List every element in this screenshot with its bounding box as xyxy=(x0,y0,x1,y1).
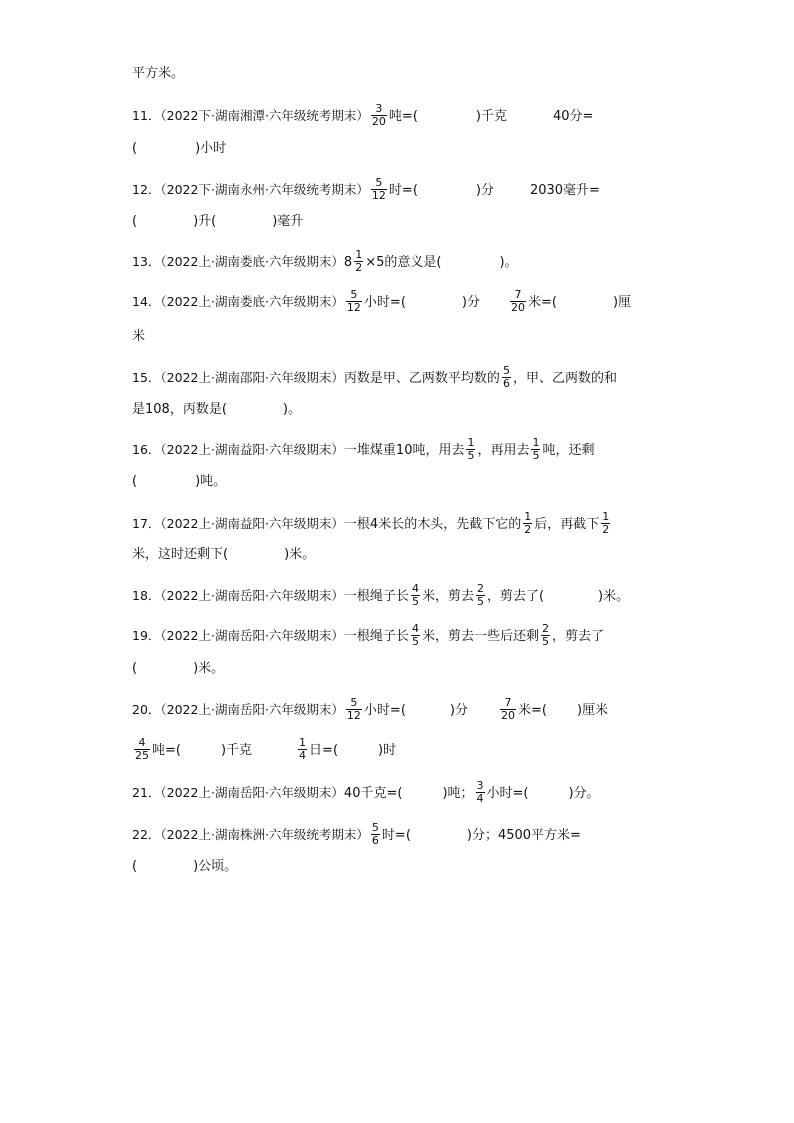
fraction: $\frac{3}{4}$ xyxy=(476,779,484,805)
fraction: $\frac{7}{20}$ xyxy=(510,288,525,314)
question-11-cont: ( )小时 xyxy=(132,141,227,156)
q11-source: 11．（2022下·湖南湘潭·六年级统考期末） xyxy=(132,108,369,123)
fraction: $\frac{7}{20}$ xyxy=(500,696,515,722)
fraction: $\frac{1}{2}$ xyxy=(524,510,532,536)
question-14-cont: 米 xyxy=(132,329,146,344)
fraction: $\frac{2}{5}$ xyxy=(476,582,484,608)
q16-source: 16．（2022上·湖南益阳·六年级期末） xyxy=(132,442,344,457)
q15-source: 15．（2022上·湖南邵阳·六年级期末） xyxy=(132,370,344,385)
question-22-cont: ( )公顷。 xyxy=(132,859,238,874)
fraction: $\frac{1}{5}$ xyxy=(532,436,540,462)
question-17: 17．（2022上·湖南益阳·六年级期末）一根4米长的木头，先截下它的 $\frac{1}{2}$ 后，再截下 $\frac{1}{2}$ xyxy=(132,510,610,536)
question-19: 19．（2022上·湖南岳阳·六年级期末）一根绳子长 $\frac{4}{5}$ 米，剪去一些后还剩 $\frac{2}{5}$ ，剪去了 xyxy=(132,622,604,648)
question-19-cont: ( )米。 xyxy=(132,661,225,676)
question-12-cont: ( )升( )毫升 xyxy=(132,214,304,229)
question-14: 14．（2022上·湖南娄底·六年级期末） $\frac{5}{12}$ 小时=( )分 $\frac{7}{20}$ 米=( )厘 xyxy=(132,288,632,314)
fraction: $\frac{1}{4}$ xyxy=(299,736,307,762)
fraction: $\frac{3}{20}$ xyxy=(371,102,386,128)
q17-source: 17．（2022上·湖南益阳·六年级期末） xyxy=(132,516,344,531)
fraction: $\frac{5}{12}$ xyxy=(346,696,361,722)
question-20: 20．（2022上·湖南岳阳·六年级期末） $\frac{5}{12}$ 小时=( )分 $\frac{7}{20}$ 米=( )厘米 xyxy=(132,696,609,722)
q13-source: 13．（2022上·湖南娄底·六年级期末） xyxy=(132,254,344,269)
q21-source: 21．（2022上·湖南岳阳·六年级期末） xyxy=(132,785,344,800)
fraction: $\frac{5}{12}$ xyxy=(346,288,361,314)
fraction: $\frac{5}{6}$ xyxy=(371,821,379,847)
question-11: 11．（2022下·湖南湘潭·六年级统考期末） $\frac{3}{20}$ 吨=( )千克 40分= xyxy=(132,102,594,128)
question-16-cont: ( )吨。 xyxy=(132,474,227,489)
fraction: $\frac{1}{5}$ xyxy=(467,436,475,462)
question-16: 16．（2022上·湖南益阳·六年级期末）一堆煤重10吨，用去 $\frac{1}{5}$ ，再用去 $\frac{1}{5}$ 吨，还剩 xyxy=(132,436,595,462)
fraction: $\frac{1}{2}$ xyxy=(602,510,610,536)
q22-source: 22．（2022上·湖南株洲·六年级统考期末） xyxy=(132,827,369,842)
question-15-cont: 是108，丙数是( )。 xyxy=(132,402,301,417)
question-13: 13．（2022上·湖南娄底·六年级期末）8 $\frac{1}{2}$ ×5的意义是( )。 xyxy=(132,248,518,274)
question-17-cont: 米，这时还剩下( )米。 xyxy=(132,547,316,562)
fraction: $\frac{2}{5}$ xyxy=(541,622,549,648)
q12-source: 12．（2022下·湖南永州·六年级统考期末） xyxy=(132,182,369,197)
question-21: 21．（2022上·湖南岳阳·六年级期末）40千克=( )吨； $\frac{3}{4}$ 小时=( )分。 xyxy=(132,779,600,805)
question-12: 12．（2022下·湖南永州·六年级统考期末） $\frac{5}{12}$ 时=( )分 2030毫升= xyxy=(132,176,600,202)
q14-source: 14．（2022上·湖南娄底·六年级期末） xyxy=(132,294,344,309)
question-22: 22．（2022上·湖南株洲·六年级统考期末） $\frac{5}{6}$ 时=( )分；4500平方米= xyxy=(132,821,581,847)
fraction: $\frac{4}{5}$ xyxy=(411,622,419,648)
fraction: $\frac{1}{2}$ xyxy=(355,248,363,274)
q19-source: 19．（2022上·湖南岳阳·六年级期末） xyxy=(132,628,344,643)
fraction: $\frac{5}{6}$ xyxy=(502,364,510,390)
fraction: $\frac{5}{12}$ xyxy=(371,176,386,202)
question-20-cont: $\frac{4}{25}$ 吨=( )千克 $\frac{1}{4}$ 日=( )时 xyxy=(135,736,397,762)
continued-text: 平方米。 xyxy=(132,66,185,81)
question-18: 18．（2022上·湖南岳阳·六年级期末）一根绳子长 $\frac{4}{5}$ 米，剪去 $\frac{2}{5}$ ，剪去了( )米。 xyxy=(132,582,630,608)
fraction: $\frac{4}{25}$ xyxy=(135,736,149,762)
question-15: 15．（2022上·湖南邵阳·六年级期末）丙数是甲、乙两数平均数的 $\frac{5}{6}$ ，甲、乙两数的和 xyxy=(132,364,617,390)
fraction: $\frac{4}{5}$ xyxy=(411,582,419,608)
q20-source: 20．（2022上·湖南岳阳·六年级期末） xyxy=(132,702,344,717)
q18-source: 18．（2022上·湖南岳阳·六年级期末） xyxy=(132,588,344,603)
